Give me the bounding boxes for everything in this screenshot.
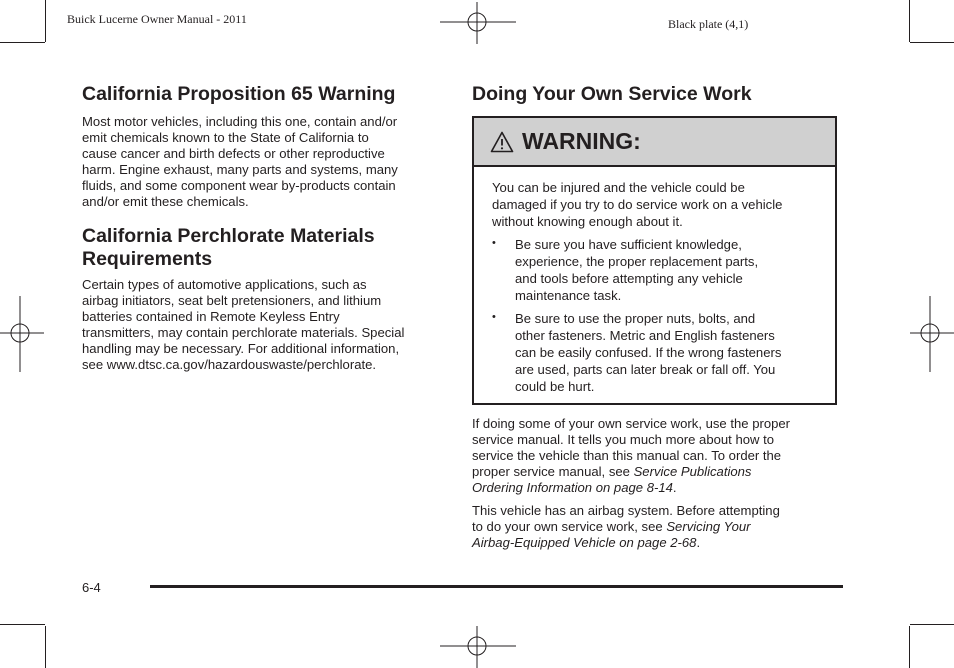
- text-line: maintenance task.: [515, 288, 622, 303]
- service-work-text: [472, 416, 834, 558]
- warning-label: WARNING:: [522, 128, 641, 154]
- text-line: service manual. It tells you much more about how to: [472, 432, 775, 447]
- section-title-perchlorate: [82, 225, 452, 271]
- text-line: batteries contained in Remote Keyless Entry: [82, 309, 340, 324]
- text-line: cause cancer and birth defects or other reproductive: [82, 146, 385, 161]
- bullet-icon: •: [492, 311, 496, 323]
- text-line: and/or emit these chemicals.: [82, 194, 249, 209]
- text-line: [472, 535, 834, 551]
- text-line: Most motor vehicles, including this one, contain and/or: [82, 114, 398, 129]
- left-column: [82, 83, 452, 373]
- text-line: and tools before attempting any vehicle: [515, 271, 743, 286]
- registration-mark-right: [910, 296, 954, 372]
- text-line: service the vehicle than this manual can. To order the: [472, 448, 782, 463]
- text-line: airbag initiators, seat belt pretensioners, and lithium: [82, 293, 382, 308]
- warning-bullet: [492, 310, 819, 395]
- right-column: [472, 83, 842, 106]
- footer-rule: [150, 585, 843, 588]
- text-line: You can be injured and the vehicle could be: [492, 180, 745, 195]
- text-line: can be easily confused. If the wrong fasteners: [515, 345, 782, 360]
- cross-reference-link[interactable]: Airbag-Equipped Vehicle on page 2-68: [472, 535, 697, 550]
- airbag-paragraph: [472, 503, 834, 551]
- text-line: could be hurt.: [515, 379, 595, 394]
- page-number: 6-4: [82, 580, 101, 595]
- title-line: Requirements: [82, 248, 213, 270]
- title-line: California Perchlorate Materials: [82, 225, 375, 247]
- bullet-icon: •: [492, 237, 496, 249]
- text-line: handling may be necessary. For additional information,: [82, 341, 400, 356]
- text-line: other fasteners. Metric and English fasteners: [515, 328, 775, 343]
- perchlorate-paragraph: [82, 277, 452, 373]
- warning-header: [474, 118, 835, 167]
- cross-reference-link[interactable]: Servicing Your: [666, 519, 751, 534]
- text-line: [472, 464, 834, 480]
- warning-box: [472, 116, 837, 405]
- text-line: If doing some of your own service work, use the proper: [472, 416, 791, 431]
- text-segment: to do your own service work, see: [472, 519, 667, 534]
- prop65-paragraph: [82, 114, 452, 210]
- header-manual-title: Buick Lucerne Owner Manual - 2011: [67, 12, 247, 26]
- section-title-service-work: Doing Your Own Service Work: [472, 83, 752, 105]
- text-line: transmitters, may contain perchlorate materials. Special: [82, 325, 405, 340]
- text-segment: .: [672, 480, 677, 495]
- header-plate-label: Black plate (4,1): [668, 17, 749, 31]
- text-line: harm. Engine exhaust, many parts and systems, many: [82, 162, 398, 177]
- registration-mark-left: [0, 296, 44, 372]
- registration-mark-bottom: [440, 626, 516, 668]
- text-line: [472, 480, 834, 496]
- section-title-prop65: California Proposition 65 Warning: [82, 83, 396, 105]
- text-line: Be sure to use the proper nuts, bolts, and: [515, 311, 756, 326]
- cross-reference-link[interactable]: Ordering Information on page 8-14: [472, 480, 673, 495]
- warning-triangle-icon: [490, 131, 514, 153]
- text-line: see www.dtsc.ca.gov/hazardouswaste/perchlorate.: [82, 357, 377, 372]
- warning-intro: [492, 179, 819, 230]
- text-line: damaged if you try to do service work on a vehicle: [492, 197, 783, 212]
- bullet-text: [515, 310, 815, 395]
- text-segment: .: [696, 535, 701, 550]
- text-line: emit chemicals known to the State of California to: [82, 130, 369, 145]
- warning-body: [474, 167, 835, 395]
- registration-mark-top: [440, 2, 516, 44]
- warning-bullet: [492, 236, 819, 304]
- text-line: experience, the proper replacement parts,: [515, 254, 759, 269]
- service-manual-paragraph: [472, 416, 834, 496]
- text-segment: proper service manual, see: [472, 464, 634, 479]
- text-line: fluids, and some component wear by-products contain: [82, 178, 396, 193]
- text-line: Certain types of automotive applications, such as: [82, 277, 367, 292]
- cross-reference-link[interactable]: Service Publications: [633, 464, 752, 479]
- text-line: This vehicle has an airbag system. Before attempting: [472, 503, 780, 518]
- bullet-text: [515, 236, 815, 304]
- text-line: without knowing enough about it.: [492, 214, 683, 229]
- text-line: are used, parts can later break or fall off. You: [515, 362, 776, 377]
- text-line: Be sure you have sufficient knowledge,: [515, 237, 742, 252]
- text-line: [472, 519, 834, 535]
